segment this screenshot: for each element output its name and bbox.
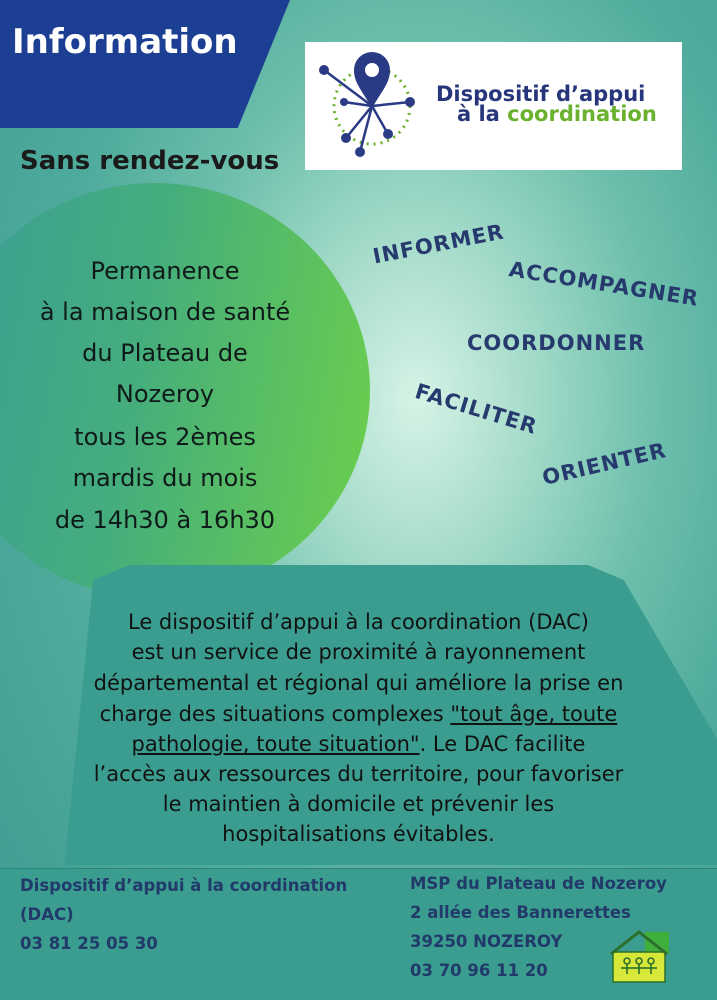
permanence-line: mardis du mois [72, 464, 258, 492]
house-logo-icon [609, 928, 671, 984]
permanence-line: tous les 2èmes [74, 423, 256, 451]
footer-msp-name: MSP du Plateau de Nozeroy [410, 874, 667, 893]
description-line: le maintien à domicile et prévenir les [162, 792, 555, 816]
description-line: pathologie, toute situation". Le DAC facilite [131, 732, 586, 756]
verb-coordonner: COORDONNER [467, 331, 646, 355]
footer-dac-acronym: (DAC) [20, 905, 74, 924]
dac-logo [305, 42, 682, 170]
description-line: est un service de proximité à rayonnement [131, 640, 586, 664]
description-line: hospitalisations évitables. [222, 822, 495, 846]
footer-msp-street: 2 allée des Bannerettes [410, 903, 631, 922]
network-pin-icon [310, 42, 430, 170]
permanence-line: à la maison de santé [39, 298, 291, 326]
verb-informer: INFORMER [370, 219, 507, 269]
verb-orienter: ORIENTER [539, 438, 669, 490]
verb-faciliter: FACILITER [412, 379, 541, 439]
permanence-line: de 14h30 à 16h30 [54, 506, 276, 534]
footer-dac-phone: 03 81 25 05 30 [20, 934, 158, 953]
permanence-line: du Plateau de [82, 339, 248, 367]
logo-text-line2: à la coordination [457, 102, 657, 126]
info-title: Information [12, 22, 238, 62]
info-banner [0, 0, 290, 128]
footer-dac-name: Dispositif d’appui à la coordination [20, 876, 348, 895]
description-line: l’accès aux ressources du territoire, pour favoriser [93, 762, 624, 786]
permanence-line: Nozeroy [115, 380, 215, 408]
underlined-quote: "tout âge, toute [450, 702, 618, 726]
footer-msp-phone: 03 70 96 11 20 [410, 961, 548, 980]
logo-highlight: coordination [507, 102, 657, 126]
verb-accompagner: ACCOMPAGNER [507, 257, 701, 311]
description-line: Le dispositif d’appui à la coordination (DAC) [128, 610, 589, 634]
description-line: charge des situations complexes "tout âge, toute [99, 702, 618, 726]
permanence-line: Permanence [90, 257, 240, 285]
description-line: départemental et régional qui améliore la prise en [93, 671, 624, 695]
permanence-circle [0, 183, 370, 598]
subtitle: Sans rendez-vous [20, 146, 280, 176]
footer-msp-city: 39250 NOZEROY [410, 932, 563, 951]
logo-text-line1: Dispositif d’appui [436, 82, 646, 106]
underlined-quote: pathologie, toute situation" [131, 732, 420, 756]
